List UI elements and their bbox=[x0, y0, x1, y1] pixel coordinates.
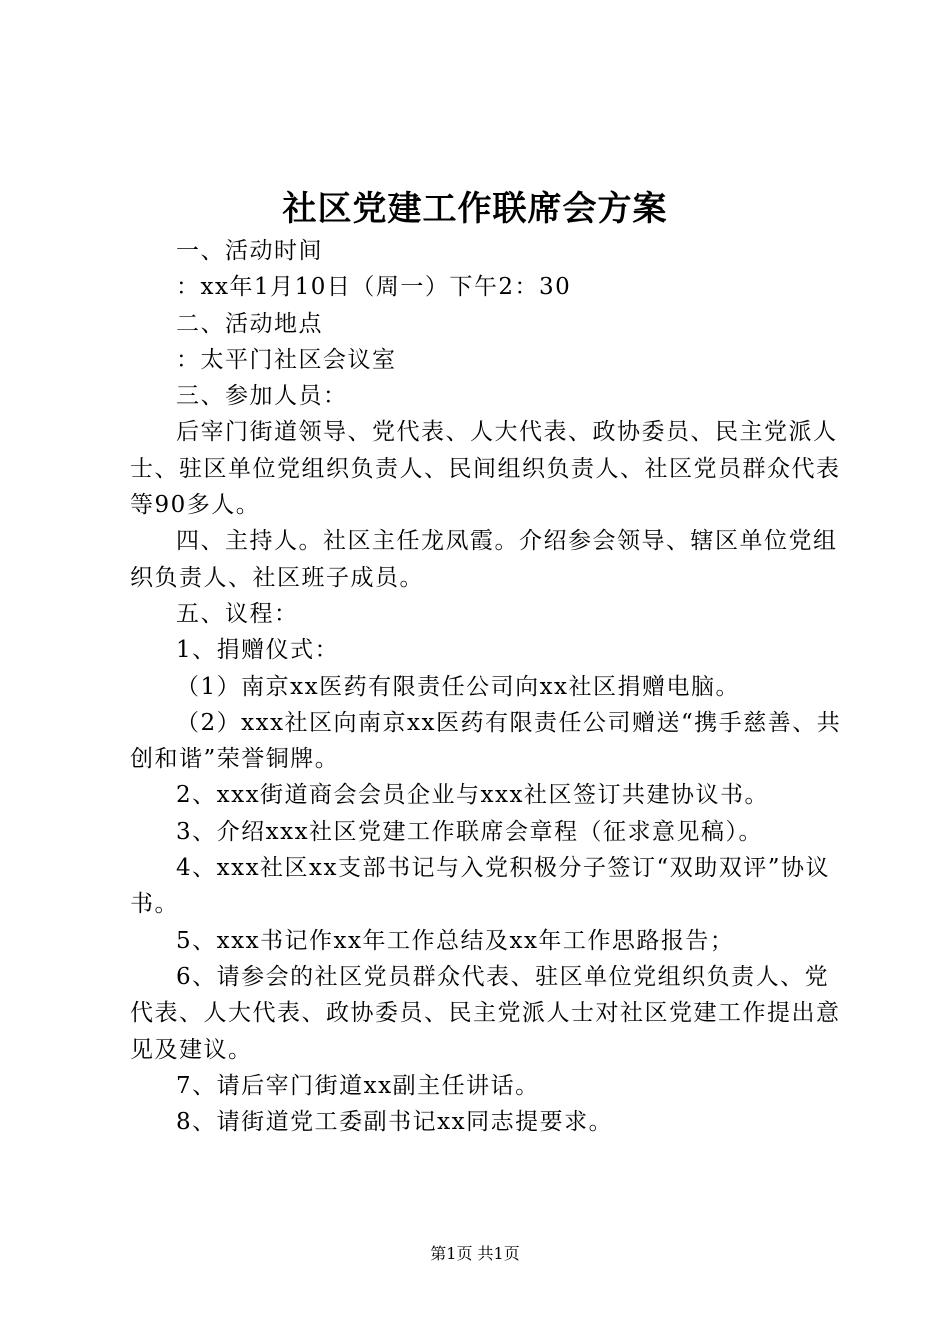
activity-time-text: ：xx年1月10日（周一）下午2：30 bbox=[176, 274, 572, 301]
document-title: 社区党建工作联席会方案 bbox=[282, 189, 668, 229]
activity-location-text: ：太平门社区会议室 bbox=[176, 346, 397, 373]
agenda-item-3: 3、介绍xxx社区党建工作联席会章程（征求意见稿）。 bbox=[176, 818, 764, 845]
agenda-item-5: 5、xxx书记作xx年工作总结及xx年工作思路报告； bbox=[176, 927, 735, 954]
section-heading-location: 二、活动地点 bbox=[176, 310, 323, 337]
agenda-item-4: 4、xxx社区xx支部书记与入党积极分子签订“双助双评”协议书。 bbox=[130, 855, 831, 918]
page-footer: 第1页 共1页 bbox=[430, 1244, 520, 1263]
section-heading-time: 一、活动时间 bbox=[176, 238, 323, 264]
document-body bbox=[130, 233, 842, 1140]
host-paragraph: 四、主持人。社区主任龙凤霞。介绍参会领导、辖区单位党组织负责人、社区班子成员。 bbox=[130, 528, 838, 591]
agenda-subitem-1: （1）南京xx医药有限责任公司向xx社区捐赠电脑。 bbox=[176, 673, 741, 700]
agenda-item-2: 2、xxx街道商会会员企业与xxx社区签订共建协议书。 bbox=[176, 782, 769, 809]
participants-text: 后宰门街道领导、党代表、人大代表、政协委员、民主党派人士、驻区单位党组织负责人、民间组织负责人、社区党员群众代表等90多人。 bbox=[130, 419, 841, 519]
agenda-item-7: 7、请后宰门街道xx副主任讲话。 bbox=[176, 1072, 540, 1099]
agenda-subitem-2: （2）xxx社区向南京xx医药有限责任公司赠送“携手慈善、共创和谐”荣誉铜牌。 bbox=[130, 709, 842, 773]
section-heading-agenda: 五、议程： bbox=[176, 600, 299, 627]
agenda-item-6: 6、请参会的社区党员群众代表、驻区单位党组织负责人、党代表、人大代表、政协委员、民主党派人士对社区党建工作提出意见及建议。 bbox=[130, 963, 841, 1063]
section-heading-participants: 三、参加人员： bbox=[176, 383, 348, 410]
agenda-item-8: 8、请街道党工委副书记xx同志提要求。 bbox=[176, 1109, 614, 1136]
agenda-item-1: 1、捐赠仪式： bbox=[176, 637, 340, 664]
